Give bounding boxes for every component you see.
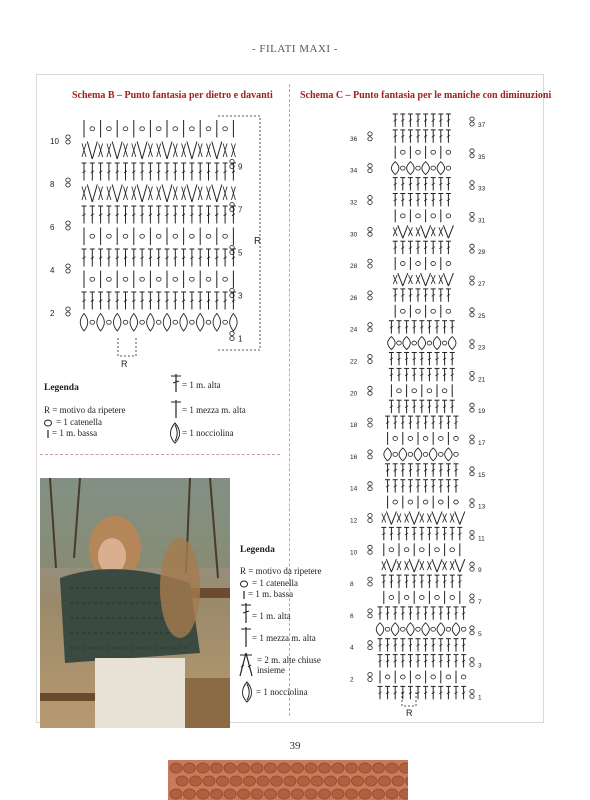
schema-c-row-number: 29 bbox=[478, 249, 486, 257]
schema-b-title: Schema B – Punto fantasia per dietro e davanti bbox=[72, 90, 273, 101]
schema-c-row-number: 7 bbox=[478, 599, 482, 606]
schema-c-row-number: 16 bbox=[350, 453, 358, 461]
model-photo bbox=[40, 478, 230, 728]
schema-c-row-number: 24 bbox=[350, 326, 358, 334]
schema-c-diagram bbox=[338, 108, 518, 718]
schema-c-row-number: 35 bbox=[478, 153, 486, 161]
schema-c-row-number: 9 bbox=[478, 567, 482, 575]
legend-right-heading: Legenda bbox=[240, 545, 275, 555]
schema-c-row-number: 20 bbox=[350, 390, 358, 398]
schema-c-row-number: 11 bbox=[478, 535, 485, 543]
repeat-label: R bbox=[121, 359, 128, 369]
schema-b-row-number: 3 bbox=[238, 291, 243, 301]
schema-b-row-number: 4 bbox=[50, 266, 55, 275]
repeat-label: R bbox=[254, 236, 262, 247]
schema-b-row-number: 6 bbox=[50, 223, 55, 232]
schema-c-row-number: 10 bbox=[350, 549, 358, 557]
schema-b-row-number: 5 bbox=[238, 248, 243, 258]
schema-c-row-number: 8 bbox=[350, 581, 354, 589]
chain-icon bbox=[240, 579, 250, 589]
divider-horizontal bbox=[40, 454, 280, 455]
puff-stitch-icon bbox=[240, 681, 254, 703]
schema-c-row-number: 6 bbox=[350, 612, 354, 620]
schema-c-row-number: 31 bbox=[478, 217, 486, 225]
half-double-icon bbox=[170, 399, 182, 419]
schema-c-row-number: 18 bbox=[350, 422, 358, 430]
schema-c-row-number: 17 bbox=[478, 440, 486, 447]
schema-b-row-number: 9 bbox=[238, 162, 243, 172]
legend-left-repeat: R = motivo da ripetere bbox=[44, 405, 126, 415]
schema-c-row-number: 23 bbox=[478, 344, 486, 352]
watermark: PassionForum.ru bbox=[505, 785, 582, 796]
legend-left-chain: = 1 catenella bbox=[56, 417, 103, 427]
schema-c-row-number: 33 bbox=[478, 185, 486, 193]
schema-c-row-number: 22 bbox=[350, 358, 358, 366]
schema-c-row-number: 12 bbox=[350, 517, 358, 525]
schema-c-row-number: 37 bbox=[478, 122, 486, 129]
schema-c-row-number: 28 bbox=[350, 263, 358, 271]
schema-c-row-number: 25 bbox=[478, 312, 486, 320]
schema-c-row-number: 36 bbox=[350, 135, 358, 143]
legend-left-half-double: = 1 mezza m. alta bbox=[182, 405, 246, 415]
legend-right-half-double: = 1 mezza m. alta bbox=[252, 633, 316, 643]
schema-c-row-number: 34 bbox=[350, 167, 358, 175]
schema-b-row-number: 2 bbox=[50, 309, 55, 318]
schema-c-row-number: 32 bbox=[350, 199, 358, 207]
legend-right-single: = 1 m. bassa bbox=[248, 589, 294, 599]
legend-right-repeat: R = motivo da ripetere bbox=[240, 566, 322, 576]
schema-c-row-number: 14 bbox=[350, 485, 358, 493]
half-double-icon bbox=[240, 626, 252, 648]
yarn-swatch-photo bbox=[168, 760, 408, 800]
double-crochet-icon bbox=[240, 602, 252, 624]
legend-left-puff: = 1 nocciolina bbox=[182, 428, 234, 438]
schema-c-row-number: 26 bbox=[350, 294, 358, 302]
schema-c-row-number: 19 bbox=[478, 408, 486, 416]
schema-c-row-number: 1 bbox=[478, 694, 482, 702]
legend-left-double: = 1 m. alta bbox=[182, 380, 221, 390]
schema-b-row-number: 10 bbox=[50, 137, 59, 146]
legend-right-puff: = 1 nocciolina bbox=[256, 687, 308, 697]
schema-c-row-number: 5 bbox=[478, 630, 482, 638]
schema-c-row-number: 30 bbox=[350, 231, 358, 239]
legend-left-single: = 1 m. bassa bbox=[52, 428, 98, 438]
schema-b-row-number: 8 bbox=[50, 180, 55, 189]
two-double-together-icon bbox=[238, 651, 254, 677]
schema-b-diagram bbox=[48, 112, 288, 372]
puff-stitch-icon bbox=[168, 422, 182, 444]
schema-b-row-number: 7 bbox=[238, 205, 243, 215]
running-header: - FILATI MAXI - bbox=[251, 43, 338, 55]
repeat-label: R bbox=[406, 708, 413, 718]
legend-right-cluster: = 2 m. alte chiuse insieme bbox=[257, 655, 321, 675]
legend-right-double: = 1 m. alta bbox=[252, 611, 291, 621]
schema-c-title: Schema C – Punto fantasia per le maniche con diminuzioni bbox=[300, 90, 552, 101]
schema-c-row-number: 27 bbox=[478, 281, 486, 288]
schema-c-row-number: 3 bbox=[478, 662, 482, 670]
schema-c-row-number: 15 bbox=[478, 471, 486, 479]
schema-c-row-number: 13 bbox=[478, 503, 486, 511]
schema-c-row-number: 4 bbox=[350, 644, 354, 652]
legend-right-chain: = 1 catenella bbox=[252, 578, 299, 588]
schema-c-row-number: 2 bbox=[350, 676, 354, 684]
chain-icon bbox=[44, 418, 54, 428]
legend-left-heading: Legenda bbox=[44, 383, 79, 393]
page-number: 39 bbox=[289, 740, 301, 752]
schema-c-row-number: 21 bbox=[478, 376, 486, 384]
double-crochet-icon bbox=[170, 373, 182, 393]
divider-vertical bbox=[289, 84, 290, 716]
schema-b-row-number: 1 bbox=[238, 334, 243, 344]
